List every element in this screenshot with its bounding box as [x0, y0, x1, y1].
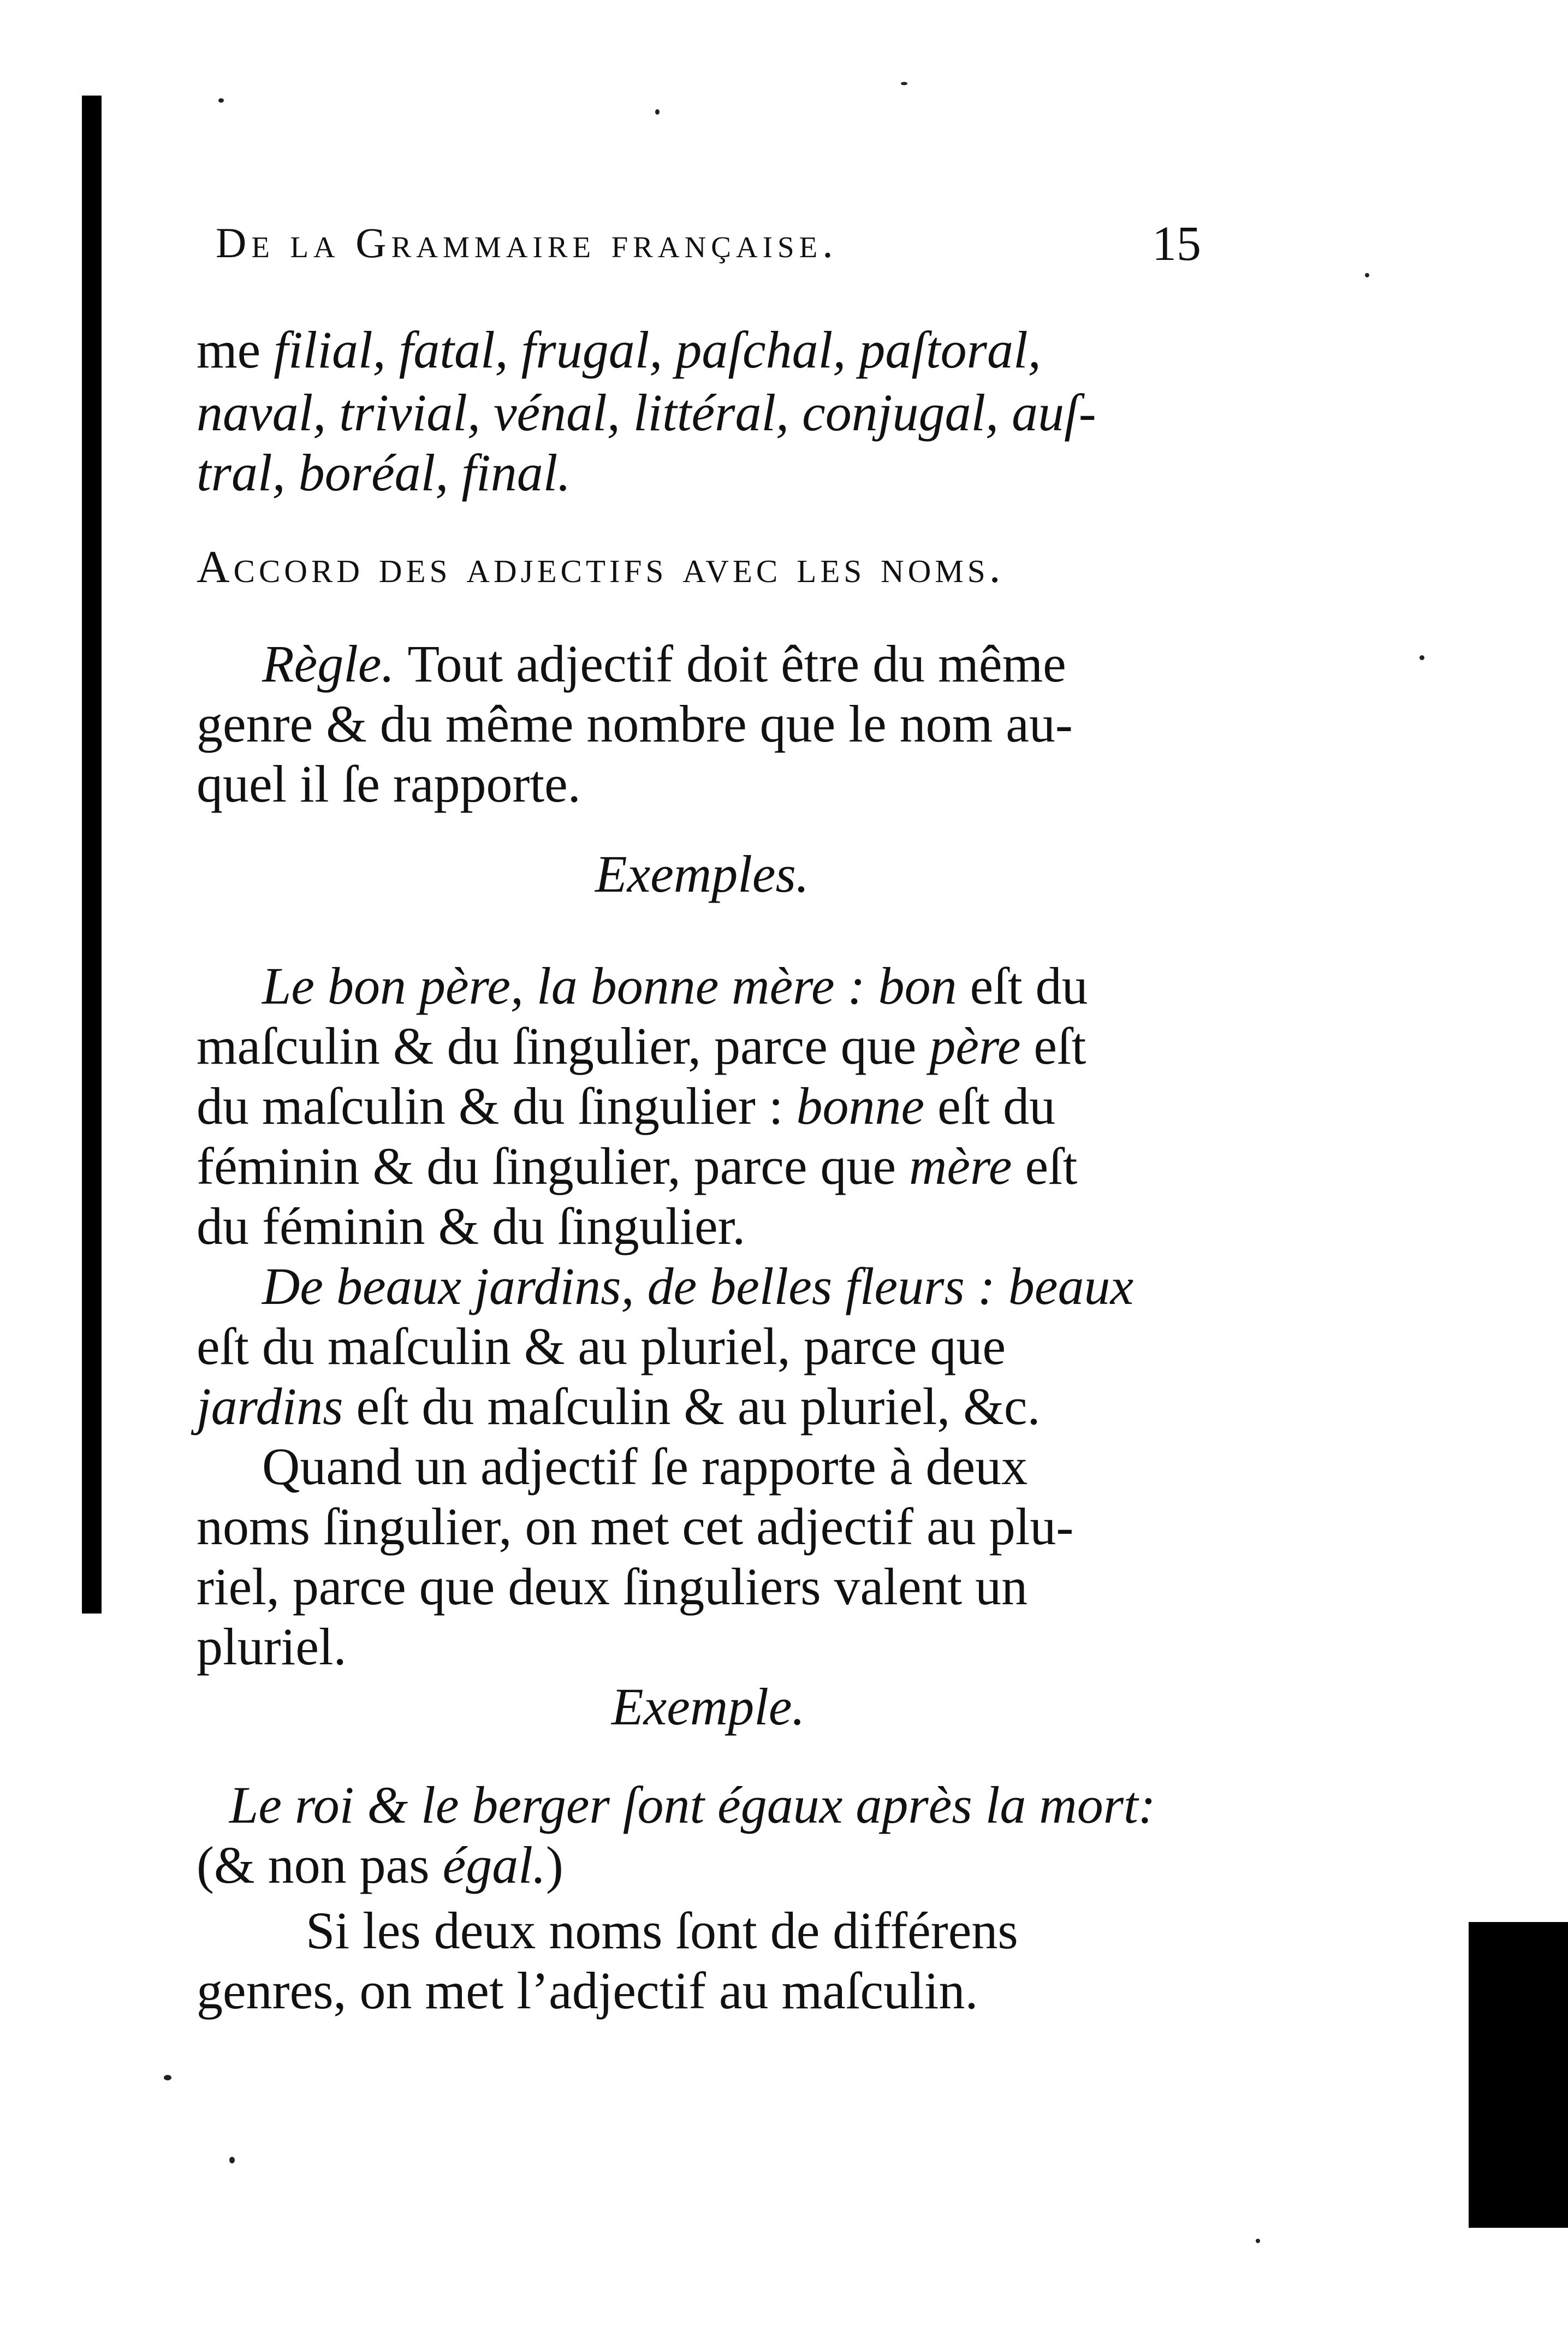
scan-speck: [901, 82, 907, 85]
scan-speck: [218, 98, 224, 103]
text-line: (& non pas égal.): [197, 1836, 563, 1894]
text-line: tral, boréal, final.: [197, 443, 571, 502]
text-line: me filial, fatal, frugal, paſchal, paſtoral,: [197, 321, 1041, 379]
subheading: Exemples.: [595, 845, 809, 903]
text-line: De beaux jardins, de belles fleurs : beaux: [262, 1257, 1134, 1315]
text-line: Si les deux noms ſont de différens: [306, 1901, 1018, 1960]
text-line: pluriel.: [197, 1617, 347, 1676]
text-line: eſt du maſculin & au pluriel, parce que: [197, 1317, 1006, 1375]
text-line: quel il ſe rapporte.: [197, 755, 581, 813]
text-line: jardins eſt du maſculin & au pluriel, &c.: [197, 1377, 1041, 1436]
scan-speck: [229, 2157, 235, 2163]
text-line: Le bon père, la bonne mère : bon eſt du: [262, 957, 1088, 1015]
text-line: Règle. Tout adjectif doit être du même: [262, 634, 1066, 693]
text-line: naval, trivial, vénal, littéral, conjugal, auſ-: [197, 383, 1096, 442]
scan-speck: [1256, 2239, 1260, 2243]
text-line: maſculin & du ſingulier, parce que père eſt: [197, 1017, 1086, 1075]
text-line: genres, on met l’adjectif au maſculin.: [197, 1961, 978, 2020]
text-line: genre & du même nombre que le nom au-: [197, 695, 1073, 753]
scan-speck: [655, 109, 660, 115]
text-line: Quand un adjectif ſe rapporte à deux: [262, 1437, 1028, 1496]
scan-speck: [1419, 655, 1424, 660]
text-line: du maſculin & du ſingulier : bonne eſt du: [197, 1077, 1056, 1135]
text-line: féminin & du ſingulier, parce que mère eſt: [197, 1137, 1078, 1195]
running-head: De la Grammaire française.: [216, 219, 838, 266]
left-margin-bar: [82, 96, 102, 1614]
scan-speck: [164, 2075, 171, 2080]
subheading: Exemple.: [611, 1677, 805, 1736]
text-line: noms ſingulier, on met cet adjectif au plu-: [197, 1497, 1074, 1556]
scan-speck: [1365, 273, 1369, 277]
text-line: riel, parce que deux ſinguliers valent un: [197, 1557, 1028, 1616]
text-line: du féminin & du ſingulier.: [197, 1197, 746, 1255]
section-heading: Accord des adjectifs avec les noms.: [197, 542, 1005, 592]
right-margin-bar: [1469, 1922, 1568, 2228]
page-number: 15: [1152, 217, 1201, 271]
text-line: Le roi & le berger ſont égaux après la mort:: [229, 1776, 1156, 1834]
